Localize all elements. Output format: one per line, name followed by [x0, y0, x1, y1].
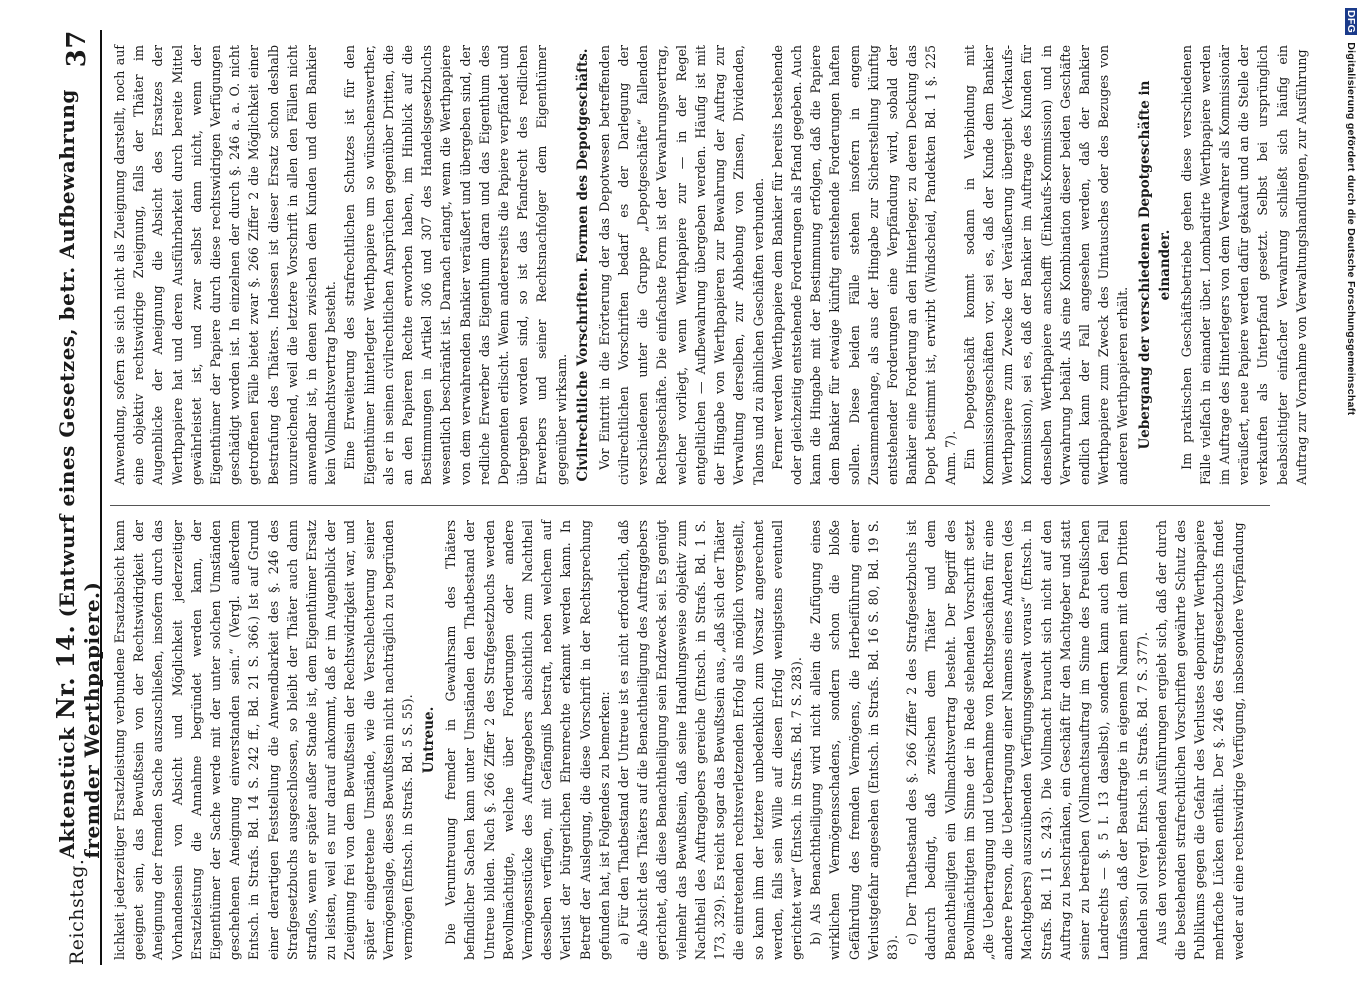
page-header [50, 30, 104, 965]
left-column [110, 520, 1270, 960]
heading-part: Formen des Depotgeschäfts. [574, 48, 591, 263]
paragraph: a) Für den Thatbestand der Untreue ist es nicht erforderlich, daß die Absicht des Thäters auf die Benachtheiligung des Auftraggebers gerichtet, daß diese Benachtheiligung sein Endzweck sei. Es genügt vielmehr das Bewußtsein, daß seine Handlungsweise objektiv zum Nachtheil des Auftraggebers gereiche (Entsch. in Strafs. Bd. 1 S. 173, 329). Es reicht sogar das Bewußtsein aus, „daß sich der Thäter die eintretenden rechtsverletzenden Erfolg als möglich vorgestellt, so kann ihm der letztere unbedenklich zum Vorsatz angerechnet werden, falls sein Wille auf diesen Erfolg wenigstens eventuell gerichtet war“ (Entsch. in Strafs. Bd. 7 S. 283). [616, 520, 804, 960]
page-number: 37 [62, 30, 92, 68]
paragraph: c) Der Thatbestand des §. 266 Ziffer 2 des Strafgesetzbuchs ist dadurch bedingt, daß zwischen dem Thäter und dem Benachtheiligten ein Vollmachtsvertrag besteht. Der Begriff des Bevollmächtigten im Sinne der in Rede stehenden Vorschrift setzt „die Uebertragung und Uebernahme von Rechtsgeschäften für eine andere Person, die Uebertragung einer Namens eines Anderen (des Machtgebers) auszuübenden Verfügungsgewalt voraus“ (Entsch. in Strafs. Bd. 11 S. 243). Die Vollmacht braucht sich nicht auf den Auftrag zu beschränken, ein Geschäft für den Machtgeber und statt seiner zu betreiben (Vollmachtsauftrag im Sinne des Preußischen Landrechts — §. 5 I. 13 daselbst), sondern kann auch den Fall umfassen, daß der Beauftragte in eigenem Namen mit dem Dritten handeln soll (vergl. Entsch. in Strafs. Bd. 7 S. 377). [904, 520, 1150, 960]
header-left: Reichstag. [66, 858, 88, 965]
paragraph: Ferner werden Werthpapiere dem Bankier für bereits bestehende oder gleichzeitig entstehende Forderungen als Pfand gegeben. Auch kann die Hingabe mit der Bestimmung erfolgen, daß die Papiere dem Bankier für etwaige künftig entstehende Forderungen haften sollen. Diese beiden Fälle stehen insofern in engem Zusammenhange, als aus der Hingabe zur Sicherstellung künftig entstehender Forderungen eine Verpfändung wird, sobald der Bankier eine Forderung an den Hinterleger, zu deren Deckung das Depot bestimmt ist, erwirbt (Windscheid, Pandekten Bd. 1 §. 225 Anm. 7). [769, 45, 958, 485]
paragraph: Im praktischen Geschäftsbetriebe gehen diese verschiedenen Fälle vielfach in einander über. Lombardirte Werthpapiere werden im Auftrage des Hinterlegers von dem Verwahrer als Kommissionär veräußert, neue Papiere werden dafür gekauft und an die Stelle der verkauften als Unterpfand gesetzt. Selbst bei ursprünglich beabsichtigter einfacher Verwahrung schließt sich häufig ein Auftrag zur Vornahme von Verwaltungshandlungen, zur Ausführung [1178, 45, 1309, 485]
header-number: Nr. 14. [50, 624, 80, 720]
paragraph: Aus den vorstehenden Ausführungen ergiebt sich, daß der durch die bestehenden strafrechtlichen Vorschriften gewährte Schutz des Publikums gegen die Gefahr des Verlustes deponirter Werthpapiere mehrfache Lücken enthält. Der §. 246 des Strafgesetzbuchs findet weder auf eine rechtswidrige Verfügung, insbesondere Verpfändung [1153, 520, 1246, 960]
dfg-logo: DFG [1345, 10, 1357, 34]
section-heading [573, 45, 593, 485]
credit-text: Digitalisierung gefördert durch die Deutsche Forschungsgemeinschaft [1345, 42, 1357, 416]
section-heading: Uebergang der verschiedenen Depotgeschäfte in einander. [1136, 80, 1173, 450]
paragraph: Vor Eintritt in die Erörterung der das Depotwesen betreffenden civilrechtlichen Vorschriften bedarf es der Darlegung der verschiedenen unter die Gruppe „Depotgeschäfte“ fallenden Rechtsgeschäfte. Die einfachste Form ist der Verwahrungsvertrag, welcher vorliegt, wenn Werthpapiere zur — in der Regel entgeltlichen — Aufbewahrung übergeben werden. Häufig ist mit der Hingabe von Werthpapieren zur Bewahrung der Auftrag zur Verwaltung derselben, zur Abhebung von Zinsen, Dividenden, Talons und zu ähnlichen Geschäften verbunden. [596, 45, 766, 485]
header-prefix: Aktenstück [54, 726, 79, 859]
paragraph: Eine Erweiterung des strafrechtlichen Schutzes ist für den Eigenthümer hinterlegter Werthpapiere um so wünschenswerther, als er in seinen civilrechtlichen Ansprüchen gegenüber Dritten, die an den Papieren Rechte erworben haben, im Hinblick auf die Bestimmungen in Artikel 306 und 307 des Handelsgesetzbuchs wesentlich beschränkt ist. Darnach erlangt, wenn die Werthpapiere von dem verwahrenden Bankier veräußert und übergeben sind, der redliche Erwerber das Eigenthum daran und das Eigenthum des Deponenten erlischt. Wenn andererseits die Papiere verpfändet und übergeben worden sind, so ist das Pfandrecht des redlichen Erwerbers und seiner Rechtsnachfolger dem Eigenthümer gegenüber wirksam. [342, 45, 569, 485]
header-rule [100, 30, 102, 965]
paragraph: b) Als Benachtheiligung wird nicht allein die Zufügung eines wirklichen Vermögensschadens, sondern schon die bloße Gefährdung des fremden Vermögens, die Herbeiführung einer Verlustgefahr angesehen (Entsch. in Strafs. Bd. 16 S. 80, Bd. 19 S. 83). [808, 520, 900, 960]
paragraph: lichkeit jederzeitiger Ersatzleistung verbundene Ersatzabsicht kann geeignet sein, das Bewußtsein von der Rechtswidrigkeit der Aneignung der fremden Sache auszuschließen, insofern durch das Vorhandensein von Absicht und Möglichkeit jederzeitiger Ersatzleistung die Annahme begründet werden kann, der Eigenthümer der Sache werde mit der unter solchen Umständen geschehenen Aneignung einverstanden sein.“ (Vergl. außerdem Entsch. in Strafs. Bd. 14 S. 242 ff., Bd. 21 S. 366.) Ist auf Grund einer derartigen Feststellung die Anwendbarkeit des §. 246 des Strafgesetzbuchs ausgeschlossen, so bleibt der Thäter auch dann straflos, wenn er später außer Stande ist, dem Eigenthümer Ersatz zu leisten, weil es nur darauf ankommt, daß er im Augenblick der Zueignung frei von dem Bewußtsein der Rechtswidrigkeit war, und später eingetretene Umstände, wie die Verschlechterung seiner Vermögenslage, dieses Bewußtsein nicht nachträglich zu begründen vermögen (Entsch. in Strafs. Bd. 5 S. 55). [112, 520, 416, 960]
header-subtitle: (Entwurf eines Gesetzes, betr. Aufbewahrung fremder Werthpapiere.) [54, 89, 104, 859]
right-column [110, 45, 1309, 485]
paragraph: Die Veruntreuung fremder in Gewahrsam des Thäters befindlicher Sachen kann unter Umständen den Thatbestand der Untreue bilden. Nach §. 266 Ziffer 2 des Strafgesetzbuchs werden Bevollmächtigte, welche über Forderungen oder andere Vermögensstücke des Auftraggebers absichtlich zum Nachtheil desselben verfügen, mit Gefängniß bestraft, neben welchem auf Verlust der bürgerlichen Ehrenrechte erkannt werden kann. In Betreff der Auslegung, die diese Vorschrift in der Rechtsprechung gefunden hat, ist Folgendes zu bemerken: [443, 520, 612, 960]
header-title [51, 67, 104, 858]
heading-part: Civilrechtliche Vorschriften. [574, 267, 591, 482]
paragraph: Anwendung, sofern sie sich nicht als Zueignung darstellt, noch auf eine objektiv rechtswidrige Zueignung, falls der Thäter im Augenblicke der Aneignung die Absicht des Ersatzes der Werthpapiere hat und deren Ausführbarkeit durch bereite Mittel gewährleistet ist, und zwar selbst dann nicht, wenn der Eigenthümer der Papiere durch diese rechtswidrigen Verfügungen geschädigt worden ist. In einzelnen der durch §. 246 a. a. O. nicht getroffenen Fälle bietet zwar §. 266 Ziffer 2 die Möglichkeit einer Bestrafung des Thäters. Indessen ist dieser Ersatz schon deshalb unzureichend, weil die letztere Vorschrift in allen den Fällen nicht anwendbar ist, in denen zwischen dem Kunden und dem Bankier kein Vollmachtsvertrag besteht. [112, 45, 339, 485]
section-heading: Untreue. [421, 706, 438, 774]
column-divider [110, 505, 1270, 506]
paragraph: Ein Depotgeschäft kommt sodann in Verbindung mit Kommissionsgeschäften vor, sei es, daß der Kunde dem Bankier Werthpapiere zum Zwecke der Veräußerung übergiebt (Verkaufs-Kommission), sei es, daß der Bankier im Auftrage des Kunden für denselben Werthpapiere anschafft (Einkaufs-Kommission) und in Verwahrung behält. Als eine Kombination dieser beiden Geschäfte endlich kann der Fall angesehen werden, daß der Bankier Werthpapiere zum Zweck des Umtausches oder des Bezuges von anderen Werthpapieren erhält. [961, 45, 1131, 485]
digitization-credit [1345, 8, 1357, 415]
